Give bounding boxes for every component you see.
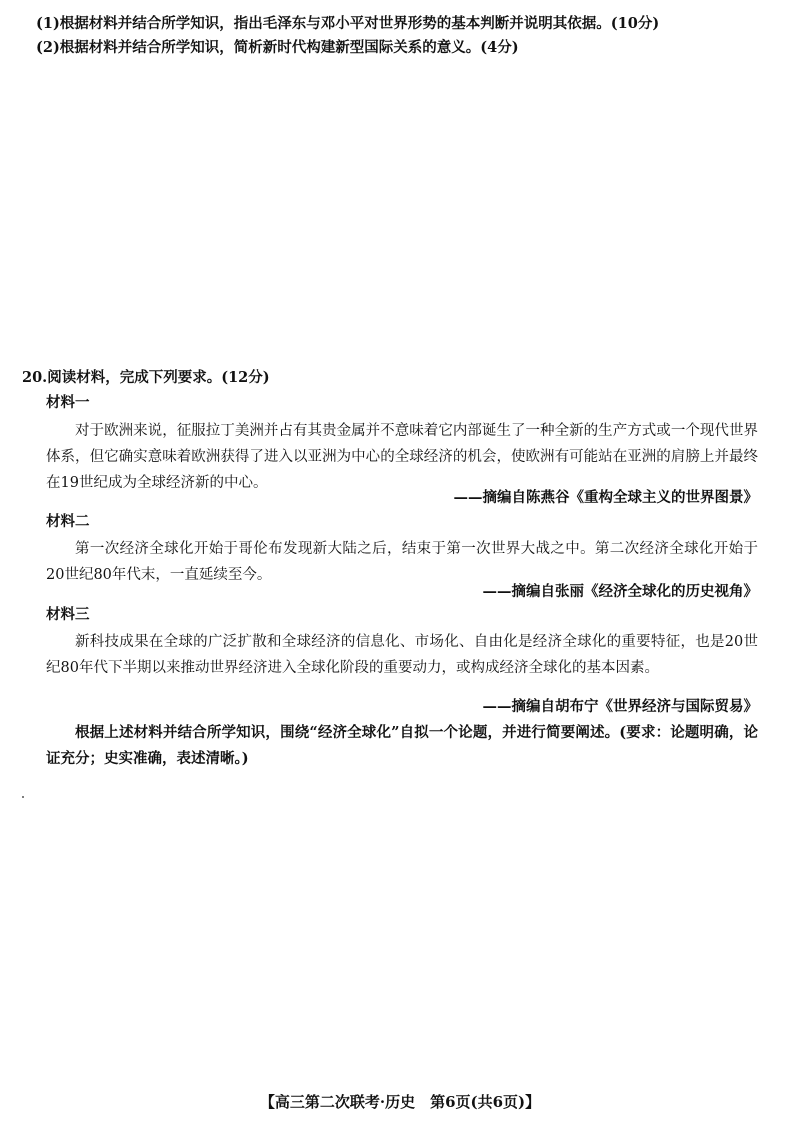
q20-heading: 20.阅读材料，完成下列要求。(12分) bbox=[22, 369, 270, 386]
material1-source: ——摘编自陈燕谷《重构全球主义的世界图景》 bbox=[453, 489, 758, 506]
material2-source: ——摘编自张丽《经济全球化的历史视角》 bbox=[482, 583, 758, 600]
material3-text: 新科技成果在全球的广泛扩散和全球经济的信息化、市场化、自由化是经济全球化的重要特征，也是20世纪80年代下半期以来推动世界经济进入全球化阶段的重要动力，或构成经济全球化的基本因素。 bbox=[46, 634, 758, 676]
material3-label: 材料三 bbox=[46, 606, 90, 623]
q19-part2: (2)根据材料并结合所学知识，简析新时代构建新型国际关系的意义。(4分) bbox=[36, 39, 519, 56]
q19-part1: (1)根据材料并结合所学知识，指出毛泽东与邓小平对世界形势的基本判断并说明其依据。(10分) bbox=[36, 15, 660, 32]
material2-label: 材料二 bbox=[46, 513, 90, 530]
material2-text: 第一次经济全球化开始于哥伦布发现新大陆之后，结束于第一次世界大战之中。第二次经济全球化开始于20世纪80年代末，一直延续至今。 bbox=[46, 541, 758, 583]
material1-label: 材料一 bbox=[46, 394, 90, 411]
q20-task: 根据上述材料并结合所学知识，围绕“经济全球化”自拟一个论题，并进行简要阐述。(要求：论题明确，论证充分；史实准确，表述清晰。) bbox=[46, 724, 758, 767]
scan-speck bbox=[22, 796, 24, 798]
material1-text: 对于欧洲来说，征服拉丁美洲并占有其贵金属并不意味着它内部诞生了一种全新的生产方式或一个现代世界体系，但它确实意味着欧洲获得了进入以亚洲为中心的全球经济的机会，使欧洲有可能站在亚洲的肩膀上并最终在19世纪成为全球经济新的中心。 bbox=[46, 423, 758, 491]
page-footer: 【高三第二次联考·历史 第6页(共6页)】 bbox=[259, 1093, 541, 1111]
material3-source: ——摘编自胡布宁《世界经济与国际贸易》 bbox=[482, 698, 758, 715]
